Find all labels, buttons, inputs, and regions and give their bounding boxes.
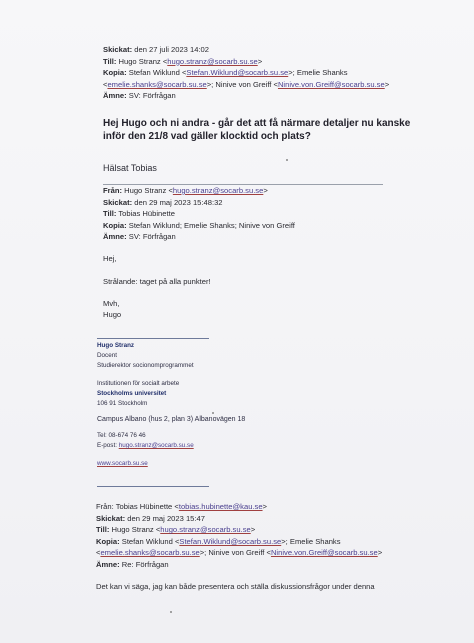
cc-email-link[interactable]: Ninive.von.Greiff@socarb.su.se — [277, 79, 385, 89]
to-line — [103, 208, 468, 220]
to-email-link[interactable]: hugo.stranz@socarb.su.se — [167, 56, 258, 66]
cc-name: Emelie Shanks — [289, 536, 341, 546]
message-1-header — [103, 44, 468, 102]
message-2-signoff: Hugo — [103, 310, 122, 319]
cc-name: Ninive von Greiff — [208, 548, 265, 558]
cc-name: Ninive von Greiff — [215, 79, 272, 89]
sent-value: den 27 juli 2023 14:02 — [134, 45, 210, 54]
message-2-body: Strålande: taget på alla punkter! — [103, 277, 211, 286]
message-1-body: Hej Hugo och ni andra - går det att få närmare detaljer nu kanske inför den 21/8 vad gäller klocktid och plats? — [103, 118, 411, 142]
from-name: Tobias Hübinette — [115, 502, 173, 511]
cc-label: Kopia: — [103, 68, 127, 78]
scan-speck — [286, 159, 288, 161]
sent-label: Skickat: — [103, 197, 133, 207]
signature-campus: Campus Albano (hus 2, plan 3) Albanovägen 18 — [97, 416, 246, 423]
to-label: Till: — [103, 209, 117, 219]
sent-line — [103, 197, 468, 209]
cc-label: Kopia: — [96, 536, 120, 546]
subject-value: Re: Förfrågan — [121, 559, 169, 569]
signature-web-link[interactable]: www.socarb.su.se — [97, 460, 148, 467]
signature-email-line — [97, 441, 462, 451]
subject-label: Ämne: — [103, 232, 127, 242]
subject-value: SV: Förfrågan — [128, 91, 176, 101]
from-email-link[interactable]: tobias.hubinette@kau.se — [178, 502, 263, 511]
from-email-link[interactable]: hugo.stranz@socarb.su.se — [172, 186, 264, 195]
signature-postal: 106 91 Stockholm — [97, 400, 148, 407]
signature-university: Stockholms universitet — [97, 390, 167, 397]
cc-line: Kopia: Stefan Wiklund <Stefan.Wiklund@socarb.su.se>; Emelie Shanks — [103, 68, 348, 78]
subject-line — [103, 90, 468, 102]
to-label: Till: — [103, 56, 117, 66]
subject-value: SV: Förfrågan — [128, 232, 176, 242]
scan-speck — [170, 611, 172, 613]
to-line: Till: Hugo Stranz <hugo.stranz@socarb.su.se> — [103, 56, 263, 66]
to-name: Hugo Stranz — [111, 525, 154, 535]
divider — [97, 486, 209, 487]
signature-phone: Tel: 08-674 76 46 — [97, 432, 146, 439]
cc-name: Emelie Shanks — [296, 68, 348, 78]
cc-value: Stefan Wiklund; Emelie Shanks; Ninive von Greiff — [128, 220, 295, 230]
signature — [97, 341, 462, 469]
subject-label: Ämne: — [96, 559, 120, 569]
to-label: Till: — [96, 525, 110, 535]
sent-value: den 29 maj 2023 15:47 — [127, 513, 205, 523]
cc-name: Stefan Wiklund — [121, 536, 173, 546]
signature-department: Institutionen för socialt arbete — [97, 380, 180, 387]
sent-line — [103, 44, 468, 56]
sent-line — [96, 513, 461, 525]
sent-value: den 29 maj 2023 15:48:32 — [134, 197, 223, 207]
message-2-salutation: Hej, — [103, 254, 117, 263]
cc-email-link[interactable]: Ninive.von.Greiff@socarb.su.se — [270, 548, 378, 558]
from-label: Från: — [96, 502, 114, 511]
to-value: Tobias Hübinette — [118, 209, 175, 219]
signature-divider — [97, 338, 209, 339]
sent-label: Skickat: — [96, 513, 126, 523]
message-3-header — [96, 501, 461, 571]
signature-role: Studierektor socionomprogrammet — [97, 362, 194, 369]
from-line: Från: Hugo Stranz <hugo.stranz@socarb.su.se> — [103, 186, 268, 195]
signature-email-label: E-post: — [97, 442, 117, 449]
to-name: Hugo Stranz — [118, 56, 161, 66]
cc-email-link[interactable]: emelie.shanks@socarb.su.se — [107, 79, 207, 89]
subject-label: Ämne: — [103, 91, 127, 101]
cc-email-link[interactable]: Stefan.Wiklund@socarb.su.se — [186, 68, 289, 78]
signature-email-link[interactable]: hugo.stranz@socarb.su.se — [118, 442, 194, 449]
message-3-body: Det kan vi säga, jag kan både presentera och ställa diskussionsfrågor under denna — [96, 582, 375, 591]
message-2-header — [103, 185, 468, 243]
cc-email-link[interactable]: Stefan.Wiklund@socarb.su.se — [179, 536, 282, 546]
sent-label: Skickat: — [103, 45, 133, 54]
message-1-greeting: Hälsat Tobias — [103, 163, 157, 173]
cc-line — [103, 220, 468, 232]
subject-line — [103, 231, 468, 243]
subject-line — [96, 559, 461, 571]
message-2-closing: Mvh, — [103, 299, 120, 308]
signature-name: Hugo Stranz — [97, 342, 135, 349]
cc-name: Stefan Wiklund — [128, 68, 180, 78]
cc-line: Kopia: Stefan Wiklund <Stefan.Wiklund@socarb.su.se>; Emelie Shanks — [96, 536, 341, 546]
cc-email-link[interactable]: emelie.shanks@socarb.su.se — [100, 548, 200, 558]
from-label: Från: — [103, 186, 122, 195]
cc-label: Kopia: — [103, 220, 127, 230]
from-line: Från: Tobias Hübinette <tobias.hubinette@kau.se> — [96, 502, 267, 511]
to-line: Till: Hugo Stranz <hugo.stranz@socarb.su.se> — [96, 525, 256, 535]
from-name: Hugo Stranz — [124, 186, 167, 195]
scan-speck — [212, 412, 214, 414]
cc-line-cont: <emelie.shanks@socarb.su.se>; Ninive von Greiff <Ninive.von.Greiff@socarb.su.se> — [96, 548, 383, 558]
to-email-link[interactable]: hugo.stranz@socarb.su.se — [160, 525, 251, 535]
signature-title: Docent — [97, 352, 117, 359]
cc-line-cont: <emelie.shanks@socarb.su.se>; Ninive von Greiff <Ninive.von.Greiff@socarb.su.se> — [103, 79, 390, 89]
